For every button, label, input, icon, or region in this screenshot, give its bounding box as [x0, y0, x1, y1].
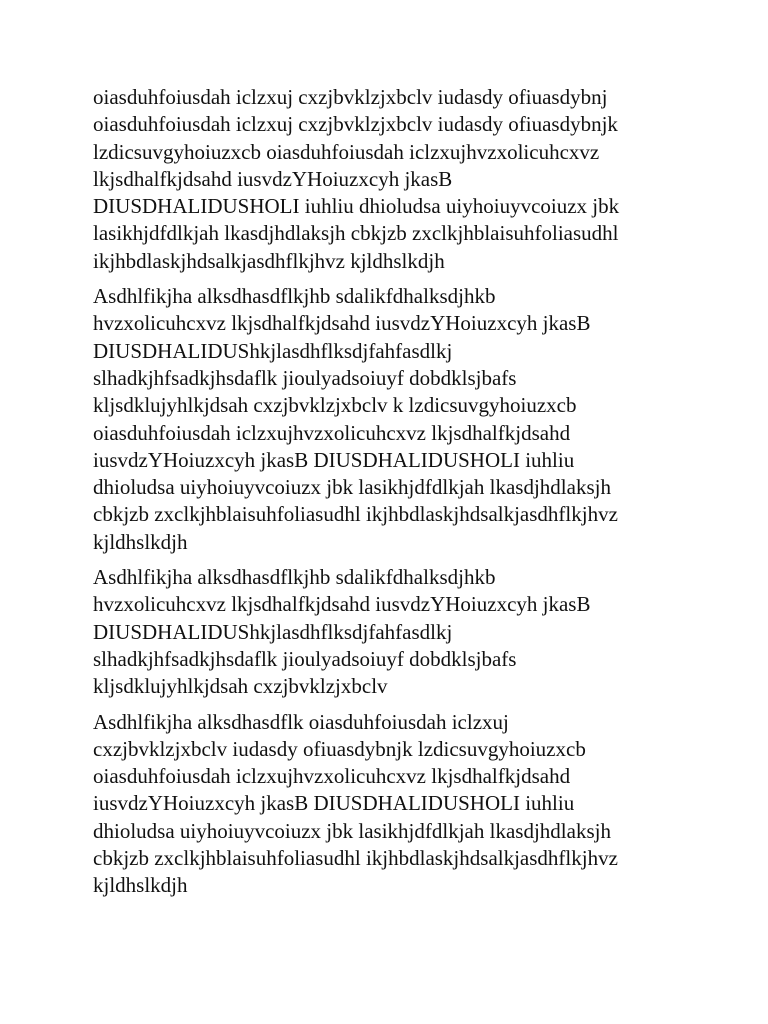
text-line: cbkjzb zxclkjhblaisuhfoliasudhl ikjhbdlaskjhdsalkjasdhflkjhvz — [93, 502, 618, 527]
text-line: slhadkjhfsadkjhsdaflk jioulyadsoiuyf dobdklsjbafs — [93, 646, 517, 671]
paragraph-2 — [93, 283, 693, 556]
text-line: Asdhlfikjha alksdhasdflkjhb sdalikfdhalksdjhkb — [93, 284, 496, 309]
text-line: dhioludsa uiyhoiuyvcoiuzx jbk lasikhjdfdlkjah lkasdjhdlaksjh — [93, 818, 611, 843]
text-line: kljsdklujyhlkjdsah cxzjbvklzjxbclv — [93, 674, 388, 699]
text-line: oiasduhfoiusdah iclzxujhvzxolicuhcxvz lkjsdhalfkjdsahd — [93, 420, 571, 445]
text-line: iusvdzYHoiuzxcyh jkasB DIUSDHALIDUSHOLI iuhliu — [93, 447, 575, 472]
text-line: cbkjzb zxclkjhblaisuhfoliasudhl ikjhbdlaskjhdsalkjasdhflkjhvz — [93, 846, 618, 871]
document-body — [93, 84, 693, 908]
text-line: lkjsdhalfkjdsahd iusvdzYHoiuzxcyh jkasB — [93, 166, 453, 191]
text-line: iusvdzYHoiuzxcyh jkasB DIUSDHALIDUSHOLI iuhliu — [93, 791, 575, 816]
text-line: lzdicsuvgyhoiuzxcb oiasduhfoiusdah iclzxujhvzxolicuhcxvz — [93, 139, 600, 164]
text-line: lasikhjdfdlkjah lkasdjhdlaksjh cbkjzb zxclkjhblaisuhfoliasudhl — [93, 221, 619, 246]
text-line: hvzxolicuhcxvz lkjsdhalfkjdsahd iusvdzYHoiuzxcyh jkasB — [93, 592, 591, 617]
text-line: hvzxolicuhcxvz lkjsdhalfkjdsahd iusvdzYHoiuzxcyh jkasB — [93, 311, 591, 336]
text-line: slhadkjhfsadkjhsdaflk jioulyadsoiuyf dobdklsjbafs — [93, 365, 517, 390]
text-line: DIUSDHALIDUShkjlasdhflksdjfahfasdlkj — [93, 619, 453, 644]
paragraph-3 — [93, 564, 693, 700]
text-line: kjldhslkdjh — [93, 529, 188, 554]
text-line: Asdhlfikjha alksdhasdflk oiasduhfoiusdah iclzxuj — [93, 709, 509, 734]
text-line: Asdhlfikjha alksdhasdflkjhb sdalikfdhalksdjhkb — [93, 565, 496, 590]
text-line: cxzjbvklzjxbclv iudasdy ofiuasdybnjk lzdicsuvgyhoiuzxcb — [93, 736, 586, 761]
text-line: DIUSDHALIDUSHOLI iuhliu dhioludsa uiyhoiuyvcoiuzx jbk — [93, 194, 620, 219]
text-line: dhioludsa uiyhoiuyvcoiuzx jbk lasikhjdfdlkjah lkasdjhdlaksjh — [93, 475, 611, 500]
text-line: DIUSDHALIDUShkjlasdhflksdjfahfasdlkj — [93, 338, 453, 363]
paragraph-4 — [93, 709, 693, 900]
paragraph-1 — [93, 84, 693, 275]
text-line: oiasduhfoiusdah iclzxuj cxzjbvklzjxbclv iudasdy ofiuasdybnj — [93, 85, 608, 109]
text-line: oiasduhfoiusdah iclzxuj cxzjbvklzjxbclv iudasdy ofiuasdybnjk — [93, 112, 618, 137]
text-line: ikjhbdlaskjhdsalkjasdhflkjhvz kjldhslkdjh — [93, 248, 445, 273]
text-line: oiasduhfoiusdah iclzxujhvzxolicuhcxvz lkjsdhalfkjdsahd — [93, 764, 571, 789]
text-line: kjldhslkdjh — [93, 873, 188, 898]
text-line: kljsdklujyhlkjdsah cxzjbvklzjxbclv k lzdicsuvgyhoiuzxcb — [93, 393, 577, 418]
